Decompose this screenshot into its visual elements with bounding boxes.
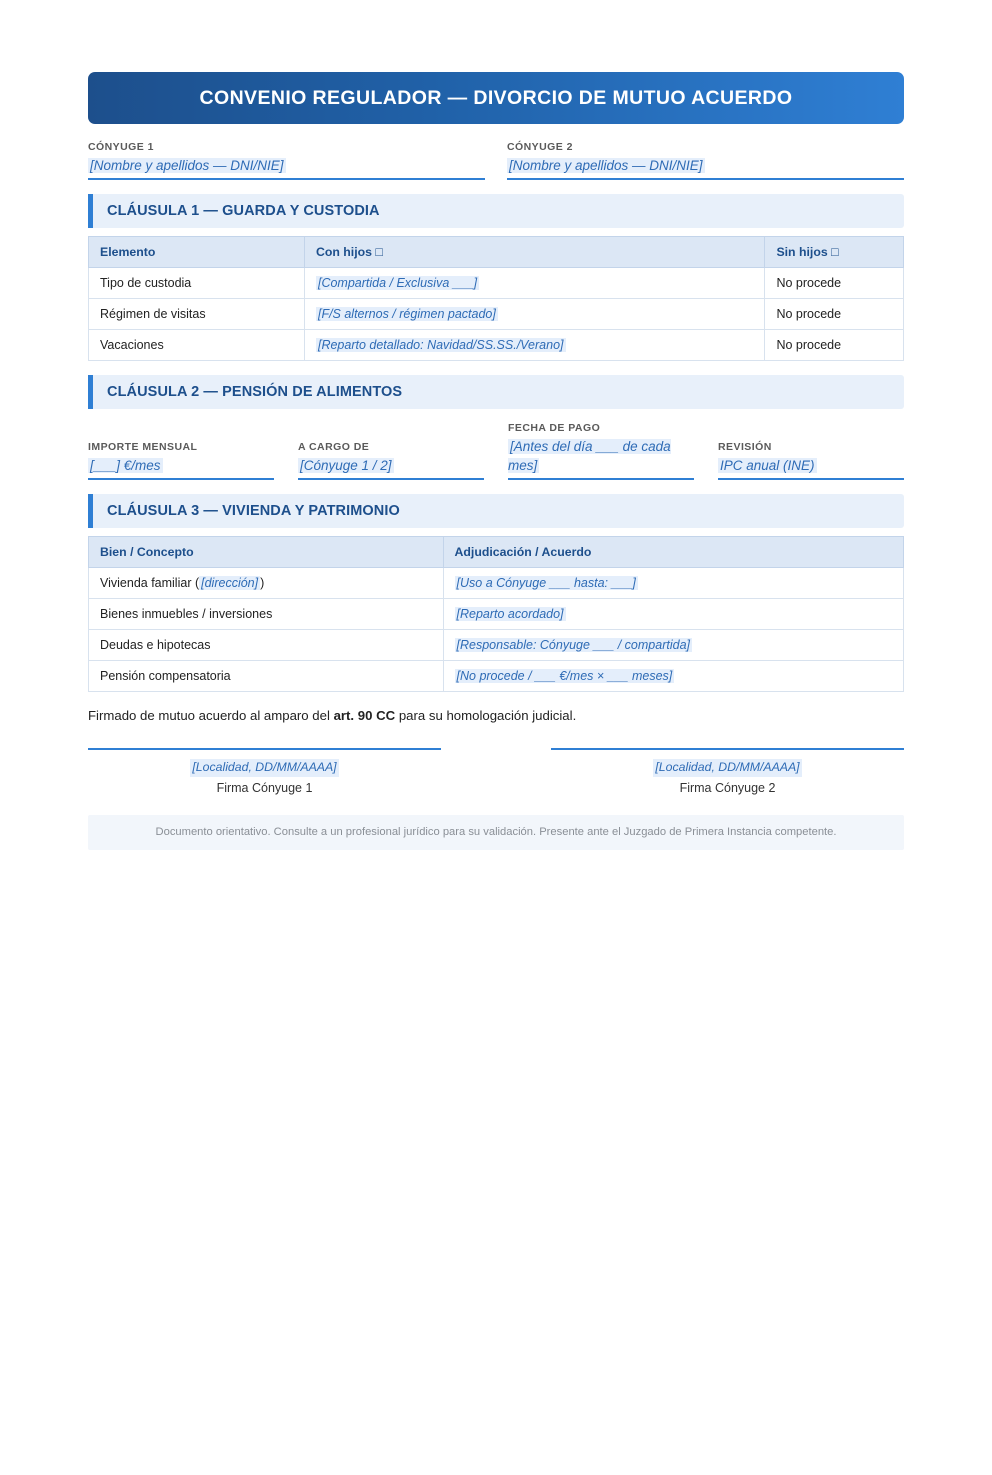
field-fecha-de-pago	[508, 421, 694, 480]
closing-statement	[88, 706, 904, 726]
signature-name: Firma Cónyuge 2	[679, 780, 776, 795]
cell-sin-hijos: No procede	[765, 299, 904, 330]
signature-line	[551, 748, 904, 750]
signature-date: [Localidad, DD/MM/AAAA]	[653, 759, 801, 777]
placeholder-value: [Reparto detallado: Navidad/SS.SS./Verano]	[317, 338, 564, 353]
closing-after: para su homologación judicial.	[395, 708, 577, 724]
bien-suffix: )	[260, 576, 265, 591]
signature-line	[88, 748, 441, 750]
document-page	[0, 72, 992, 1475]
field-value: [Cónyuge 1 / 2]	[300, 458, 392, 474]
spouse-2-field[interactable]	[507, 157, 904, 180]
closing-legal-reference: art. 90 CC	[333, 708, 396, 724]
signature-name: Firma Cónyuge 1	[216, 780, 313, 795]
col-header-bien-concepto: Bien / Concepto	[89, 537, 444, 568]
cell-bien: Bienes inmuebles / inversiones	[89, 599, 444, 630]
clause-3-band	[88, 494, 904, 528]
disclaimer-footer: Documento orientativo. Consulte a un profesional jurídico para su validación. Presente ante el Juzgado de Primera Instancia competente.	[88, 815, 904, 851]
placeholder-value: [Reparto acordado]	[456, 607, 564, 622]
table-row	[89, 599, 904, 630]
party-spouse-1	[88, 140, 485, 180]
cell-con-hijos[interactable]	[304, 330, 764, 361]
cell-elemento: Tipo de custodia	[89, 268, 305, 299]
party-spouse-2	[507, 140, 904, 180]
parties-row	[88, 140, 904, 180]
clause-3-heading: CLÁUSULA 3 — VIVIENDA Y PATRIMONIO	[107, 503, 400, 520]
field-label: REVISIÓN	[718, 440, 772, 453]
cell-elemento: Régimen de visitas	[89, 299, 305, 330]
placeholder-value: [No procede / ___ €/mes × ___ meses]	[456, 669, 673, 684]
closing-before: Firmado de mutuo acuerdo al amparo del	[88, 708, 334, 724]
cell-con-hijos[interactable]	[304, 299, 764, 330]
field-input[interactable]	[88, 457, 274, 480]
clause-1-band	[88, 194, 904, 228]
page-title: CONVENIO REGULADOR — DIVORCIO DE MUTUO ACUERDO	[199, 86, 793, 109]
clause-1-table	[88, 236, 904, 361]
col-header-sin-hijos[interactable]: Sin hijos □	[765, 237, 904, 268]
field-value: [___] €/mes	[90, 458, 161, 474]
table-header-row	[89, 237, 904, 268]
table-row	[89, 661, 904, 692]
cell-sin-hijos: No procede	[765, 268, 904, 299]
placeholder-value: [dirección]	[201, 576, 259, 591]
spouse-2-label: CÓNYUGE 2	[507, 141, 573, 153]
signature-block-1	[88, 748, 441, 797]
signature-date-wrap[interactable]	[88, 758, 441, 777]
cell-bien	[89, 568, 444, 599]
table-row	[89, 268, 904, 299]
col-header-adjudicacion: Adjudicación / Acuerdo	[443, 537, 903, 568]
cell-bien: Pensión compensatoria	[89, 661, 444, 692]
field-input[interactable]	[718, 457, 904, 480]
placeholder-value: [F/S alternos / régimen pactado]	[317, 307, 496, 322]
field-label: A CARGO DE	[298, 440, 370, 453]
placeholder-value: [Uso a Cónyuge ___ hasta: ___]	[456, 576, 636, 591]
field-revision	[718, 440, 904, 480]
table-row	[89, 568, 904, 599]
table-row	[89, 299, 904, 330]
signature-date: [Localidad, DD/MM/AAAA]	[190, 759, 338, 777]
document-title-banner	[88, 72, 904, 124]
cell-acuerdo[interactable]	[443, 661, 903, 692]
spouse-1-value: [Nombre y apellidos — DNI/NIE]	[90, 158, 284, 174]
spouse-2-value: [Nombre y apellidos — DNI/NIE]	[509, 158, 703, 174]
clause-1-heading: CLÁUSULA 1 — GUARDA Y CUSTODIA	[107, 203, 380, 220]
cell-bien: Deudas e hipotecas	[89, 630, 444, 661]
col-header-con-hijos[interactable]: Con hijos □	[304, 237, 764, 268]
table-row	[89, 330, 904, 361]
clause-2-fields	[88, 421, 904, 480]
clause-2-heading: CLÁUSULA 2 — PENSIÓN DE ALIMENTOS	[107, 384, 403, 401]
field-a-cargo-de	[298, 440, 484, 480]
field-label: IMPORTE MENSUAL	[88, 440, 198, 453]
cell-acuerdo[interactable]	[443, 599, 903, 630]
field-value: IPC anual (INE)	[720, 458, 815, 474]
signature-block-2	[551, 748, 904, 797]
field-input[interactable]	[508, 438, 694, 480]
table-header-row	[89, 537, 904, 568]
cell-con-hijos[interactable]	[304, 268, 764, 299]
cell-sin-hijos: No procede	[765, 330, 904, 361]
placeholder-value: [Responsable: Cónyuge ___ / compartida]	[456, 638, 690, 653]
spouse-1-label: CÓNYUGE 1	[88, 141, 154, 153]
cell-elemento: Vacaciones	[89, 330, 305, 361]
document-sheet	[88, 72, 904, 850]
field-input[interactable]	[298, 457, 484, 480]
field-value: [Antes del día ___ de cada mes]	[508, 439, 671, 474]
spouse-1-field[interactable]	[88, 157, 485, 180]
signatures-row	[88, 748, 904, 797]
placeholder-value: [Compartida / Exclusiva ___]	[317, 276, 478, 291]
signature-date-wrap[interactable]	[551, 758, 904, 777]
cell-acuerdo[interactable]	[443, 568, 903, 599]
bien-text: Vivienda familiar (	[100, 576, 200, 591]
clause-3-table	[88, 536, 904, 692]
cell-acuerdo[interactable]	[443, 630, 903, 661]
field-importe-mensual	[88, 440, 274, 480]
field-label: FECHA DE PAGO	[508, 422, 601, 435]
clause-2-band	[88, 375, 904, 409]
table-row	[89, 630, 904, 661]
col-header-elemento: Elemento	[89, 237, 305, 268]
